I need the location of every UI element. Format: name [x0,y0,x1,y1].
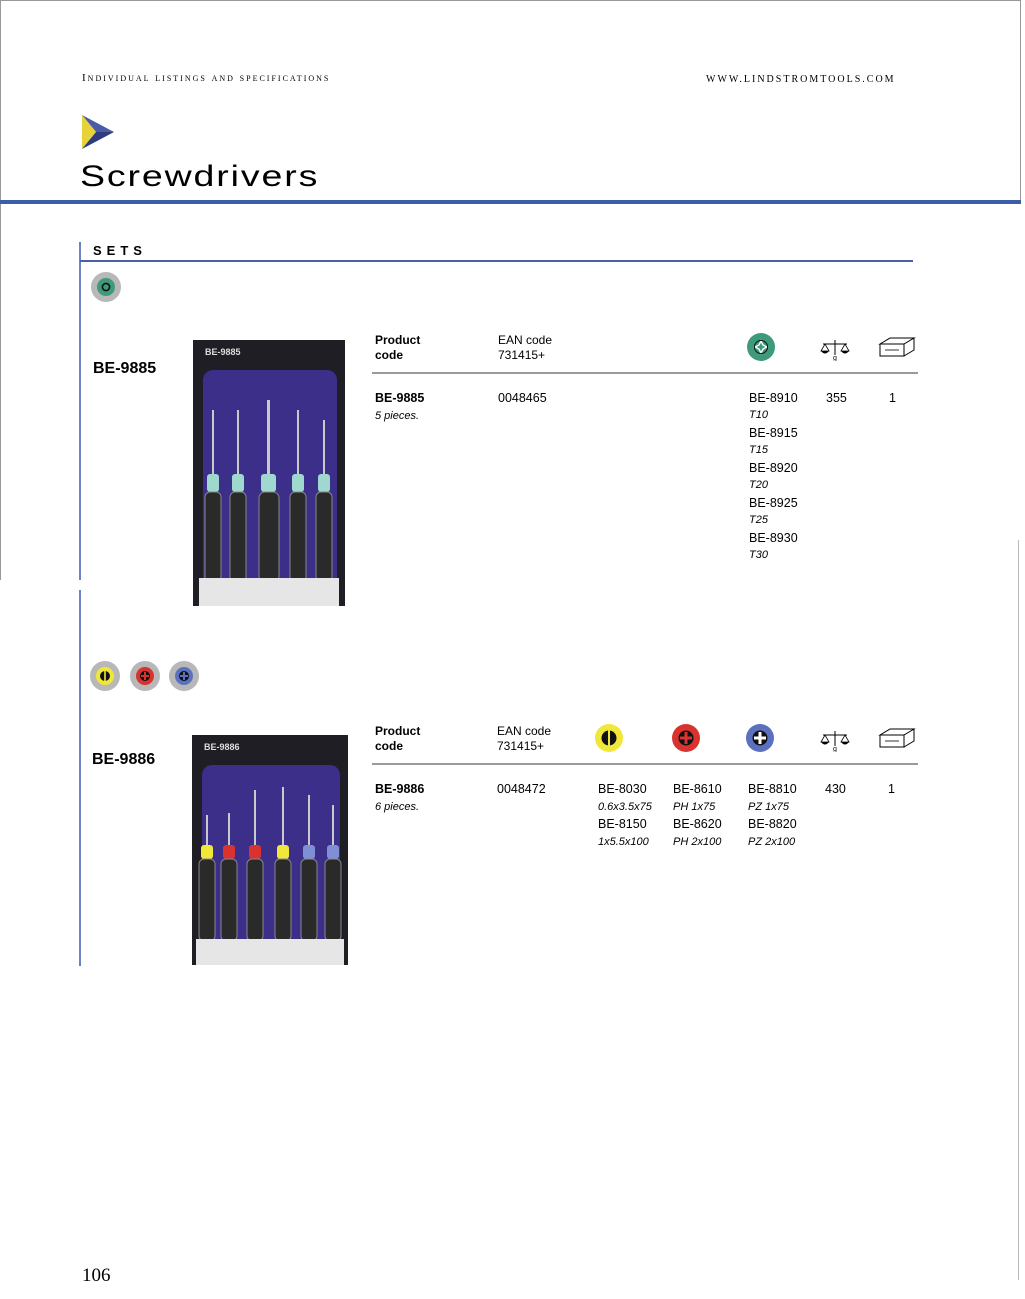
row-product-code: BE-9886 [375,782,425,796]
table-header-rule [372,763,918,765]
weight-icon [820,337,850,361]
table-header-rule [372,372,918,374]
page-frame-top [0,0,1021,1]
torx-icon [747,333,775,361]
pozidriv-item-code: BE-8820 [748,817,797,831]
slotted-item-size: 0.6x3.5x75 [598,801,652,813]
title-rule [0,200,1021,204]
pozidriv-icon [175,667,193,685]
svg-text:g: g [833,355,837,361]
page-frame-left [0,0,1,580]
torx-item-code: BE-8910 [749,391,798,405]
slotted-badge [90,661,120,691]
slotted-icon [595,724,623,752]
package-icon [877,336,917,360]
pozidriv-item-size: PZ 1x75 [748,801,789,813]
photo-label: BE-9885 [205,347,241,357]
torx-item-size: T10 [749,409,768,421]
product-photo-be-9886 [192,735,348,965]
row-pack: 1 [889,391,896,405]
page-number: 106 [82,1265,111,1286]
torx-item-size: T15 [749,444,768,456]
torx-item-code: BE-8920 [749,461,798,475]
weight-icon [820,728,850,752]
phillips-icon [136,667,154,685]
row-pack: 1 [888,782,895,796]
phillips-item-code: BE-8610 [673,782,722,796]
row-ean: 0048472 [497,782,546,796]
slotted-item-size: 1x5.5x100 [598,836,649,848]
torx-item-code: BE-8925 [749,496,798,510]
phillips-badge [130,661,160,691]
torx-item-size: T25 [749,514,768,526]
torx-item-size: T30 [749,549,768,561]
header-section-label: Individual listings and specifications [82,72,331,84]
th-product-code: Product code [375,724,421,753]
slotted-icon [96,667,114,685]
pozidriv-item-size: PZ 2x100 [748,836,796,848]
th-ean: EAN code 731415+ [498,333,553,362]
section-title: SETS [93,243,147,258]
phillips-item-size: PH 1x75 [673,801,716,813]
phillips-item-size: PH 2x100 [673,836,722,848]
row-ean: 0048465 [498,391,547,405]
torx-badge [91,272,121,302]
row-product-code: BE-9885 [375,391,425,405]
pozidriv-badge [169,661,199,691]
torx-item-size: T20 [749,479,768,491]
header-website: WWW.LINDSTROMTOOLS.COM [706,74,896,85]
phillips-icon [672,724,700,752]
th-product-code: Product code [375,333,421,362]
pozidriv-item-code: BE-8810 [748,782,797,796]
section-left-bar-lower [79,590,81,966]
slotted-item-code: BE-8030 [598,782,647,796]
torx-icon [97,278,115,296]
product-title: BE-9885 [93,360,157,377]
product-photo-be-9885 [193,340,345,606]
section-rule [80,260,913,262]
torx-item-code: BE-8930 [749,531,798,545]
phillips-item-code: BE-8620 [673,817,722,831]
page-frame-right [1020,0,1021,200]
torx-item-code: BE-8915 [749,426,798,440]
section-left-bar [79,242,81,580]
th-ean: EAN code 731415+ [497,724,552,753]
page-title: Screwdrivers [80,160,320,193]
pozidriv-icon [746,724,774,752]
photo-label: BE-9886 [204,742,240,752]
row-pieces: 5 pieces. [375,410,420,422]
row-pieces: 6 pieces. [375,801,420,813]
arrow-logo-icon [80,113,116,151]
row-weight: 430 [825,782,846,796]
slotted-item-code: BE-8150 [598,817,647,831]
page-frame-right-lower [1018,540,1019,1280]
svg-text:g: g [833,746,837,752]
row-weight: 355 [826,391,847,405]
package-icon [877,727,917,751]
product-title: BE-9886 [92,751,156,768]
